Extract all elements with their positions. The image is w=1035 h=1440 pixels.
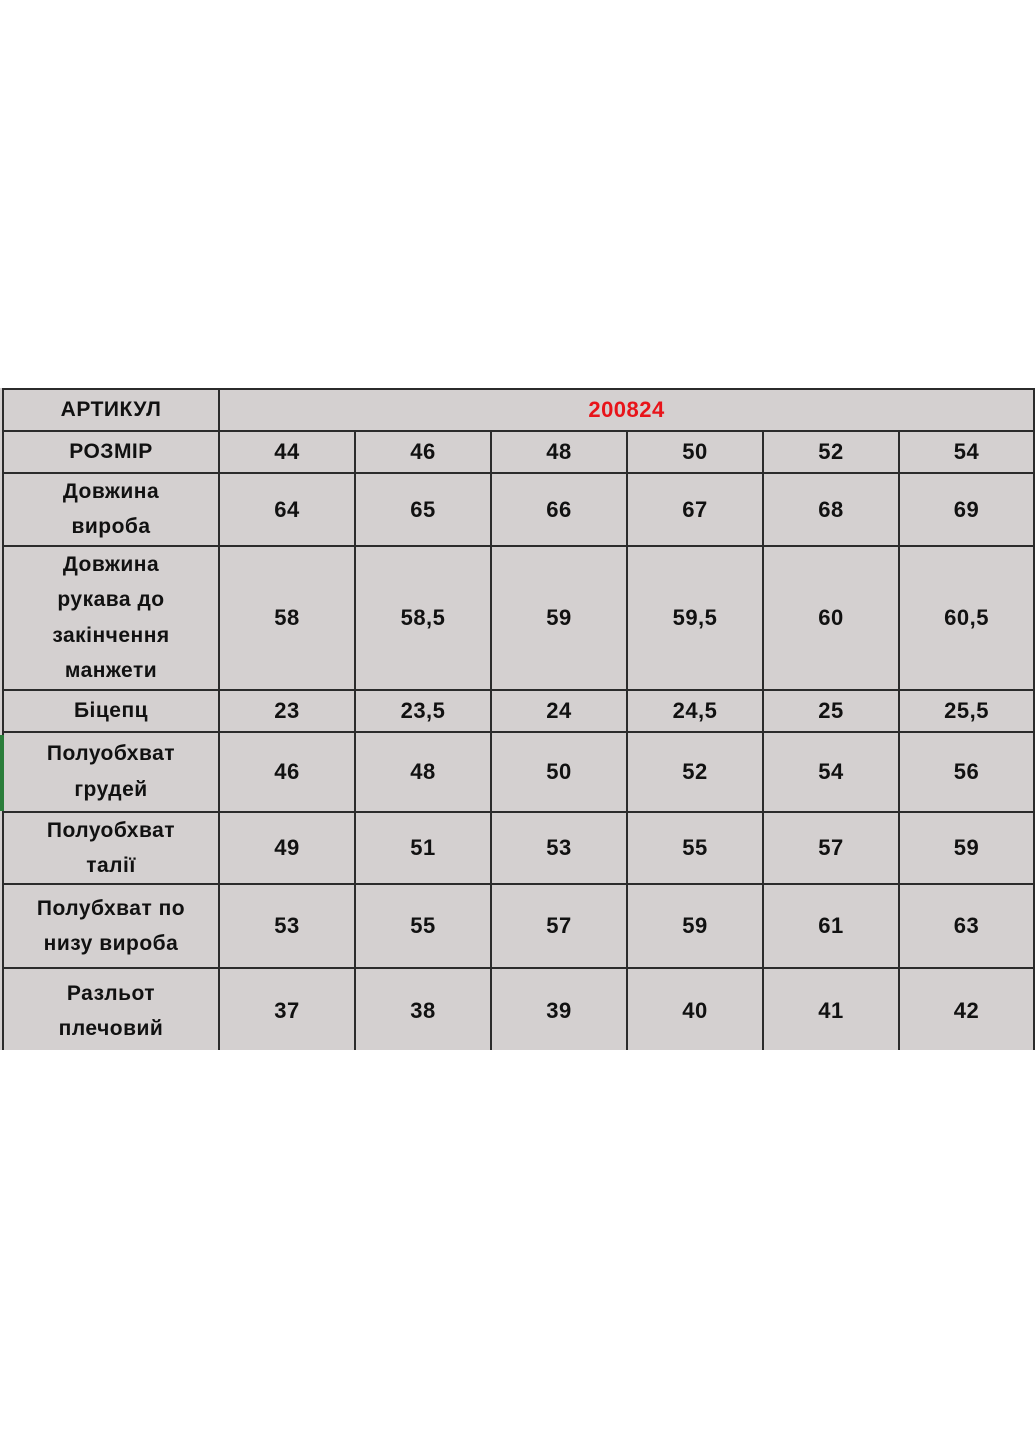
row-label-line: рукава до — [57, 588, 165, 612]
value-cell: 58,5 — [355, 546, 491, 690]
row-label-line: манжети — [64, 658, 158, 682]
size-cell: 52 — [763, 431, 899, 473]
value-cell: 65 — [355, 473, 491, 546]
value-cell: 38 — [355, 968, 491, 1050]
value-cell: 53 — [219, 884, 355, 968]
measurement-row-half-hem — [3, 884, 1034, 968]
value-cell: 37 — [219, 968, 355, 1050]
row-label-line: виробa — [71, 515, 151, 539]
value-cell: 23,5 — [355, 690, 491, 732]
row-label-line: талії — [86, 853, 136, 877]
value-cell: 66 — [491, 473, 627, 546]
size-row — [3, 431, 1034, 473]
value-cell: 41 — [763, 968, 899, 1050]
row-label-line: закінчення — [52, 623, 170, 647]
row-label-line: Полубхват по — [36, 896, 186, 920]
row-label — [3, 473, 219, 546]
value-cell: 57 — [763, 812, 899, 885]
row-label-line: грудей — [74, 777, 148, 801]
row-label — [3, 546, 219, 690]
value-cell: 55 — [355, 884, 491, 968]
measurement-row-sleeve-length — [3, 546, 1034, 690]
measurement-row-half-chest — [3, 732, 1034, 812]
value-cell: 57 — [491, 884, 627, 968]
value-cell: 56 — [899, 732, 1034, 812]
article-value: 200824 — [219, 389, 1034, 431]
value-cell: 25 — [763, 690, 899, 732]
value-cell: 40 — [627, 968, 763, 1050]
value-cell: 54 — [763, 732, 899, 812]
row-label — [3, 884, 219, 968]
article-row — [3, 389, 1034, 431]
row-label — [3, 812, 219, 885]
value-cell: 55 — [627, 812, 763, 885]
measurement-row-half-waist — [3, 812, 1034, 885]
value-cell: 25,5 — [899, 690, 1034, 732]
value-cell: 52 — [627, 732, 763, 812]
value-cell: 60,5 — [899, 546, 1034, 690]
row-selection-marker — [0, 735, 4, 811]
value-cell: 53 — [491, 812, 627, 885]
value-cell: 68 — [763, 473, 899, 546]
row-label-line: Довжина — [62, 553, 160, 576]
row-label — [3, 968, 219, 1050]
size-cell: 44 — [219, 431, 355, 473]
row-label-line: Довжина — [62, 480, 160, 503]
row-label-line: Разльот — [66, 981, 156, 1005]
value-cell: 59,5 — [627, 546, 763, 690]
measurement-row-product-length — [3, 473, 1034, 546]
value-cell: 50 — [491, 732, 627, 812]
size-label: РОЗМІР — [3, 431, 219, 473]
value-cell: 59 — [899, 812, 1034, 885]
value-cell: 63 — [899, 884, 1034, 968]
size-cell: 54 — [899, 431, 1034, 473]
size-cell: 46 — [355, 431, 491, 473]
size-cell: 48 — [491, 431, 627, 473]
row-label-line: плечовий — [58, 1017, 164, 1041]
value-cell: 42 — [899, 968, 1034, 1050]
value-cell: 23 — [219, 690, 355, 732]
value-cell: 59 — [491, 546, 627, 690]
measurement-row-shoulder-span — [3, 968, 1034, 1050]
row-label-line: Полуобхват — [46, 742, 176, 766]
measurement-row-biceps — [3, 690, 1034, 732]
value-cell: 64 — [219, 473, 355, 546]
value-cell: 69 — [899, 473, 1034, 546]
value-cell: 24,5 — [627, 690, 763, 732]
value-cell: 58 — [219, 546, 355, 690]
size-chart — [0, 388, 1035, 1050]
size-cell: 50 — [627, 431, 763, 473]
value-cell: 24 — [491, 690, 627, 732]
row-label — [3, 690, 219, 732]
value-cell: 60 — [763, 546, 899, 690]
value-cell: 48 — [355, 732, 491, 812]
value-cell: 39 — [491, 968, 627, 1050]
row-label-line: Біцепц — [73, 698, 149, 722]
size-chart-table — [2, 388, 1035, 1050]
value-cell: 67 — [627, 473, 763, 546]
row-label-line: низу виробa — [43, 932, 179, 956]
value-cell: 59 — [627, 884, 763, 968]
row-label-line: Полуобхват — [46, 818, 176, 842]
value-cell: 61 — [763, 884, 899, 968]
value-cell: 51 — [355, 812, 491, 885]
article-label: АРТИКУЛ — [3, 389, 219, 431]
value-cell: 49 — [219, 812, 355, 885]
value-cell: 46 — [219, 732, 355, 812]
row-label — [3, 732, 219, 812]
